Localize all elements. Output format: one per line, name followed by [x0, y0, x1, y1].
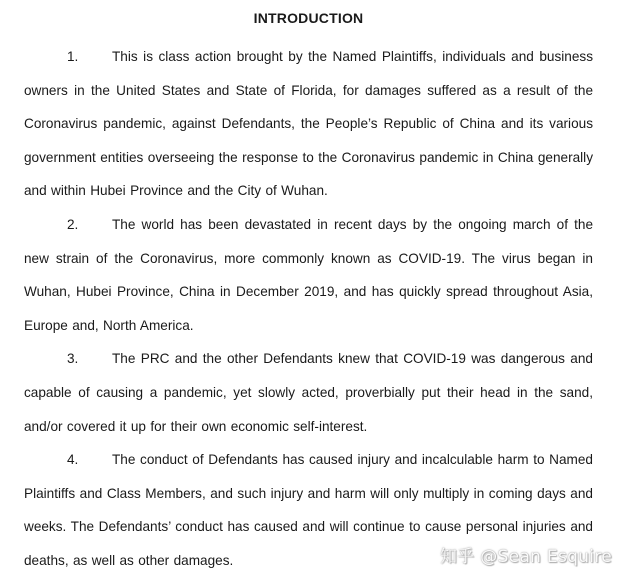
paragraph-2	[24, 208, 593, 342]
paragraph-3	[24, 342, 593, 443]
section-heading: INTRODUCTION	[253, 10, 364, 26]
paragraph-1	[24, 40, 593, 208]
paragraph-text: The world has been devastated in recent days by the ongoing march of the new strain of the Coronavirus, more commonly known as COVID-19. The virus began in Wuhan, Hubei Province, China in December 2019, and has quickly spread throughout Asia, Europe and, North America.	[24, 216, 593, 333]
paragraph-text: The conduct of Defendants has caused injury and incalculable harm to Named Plaintiffs and Class Members, and such injury and harm will only multiply in coming days and weeks. The Defendants’ conduct has caused and will continue to cause personal injuries and deaths, as well as other damages.	[24, 452, 593, 568]
paragraph-number: 2.	[67, 216, 79, 232]
paragraph-text: This is class action brought by the Named Plaintiffs, individuals and business owners in the United States and State of Florida, for damages suffered as a result of the Coronavirus pandemic, against Defendants, the People’s Republic of China and its various government entities overseeing the response to the Coronavirus pandemic in China generally and within Hubei Province and the City of Wuhan.	[24, 49, 593, 199]
paragraph-text: The PRC and the other Defendants knew that COVID-19 was dangerous and capable of causing a pandemic, yet slowly acted, proverbially put their head in the sand, and/or covered it up for their own economic self-interest.	[24, 351, 593, 434]
watermark: 知乎 @Sean Esquire	[439, 547, 612, 567]
paragraph-number: 1.	[67, 49, 79, 64]
paragraph-number: 3.	[67, 351, 79, 367]
paragraph-number: 4.	[67, 452, 79, 468]
